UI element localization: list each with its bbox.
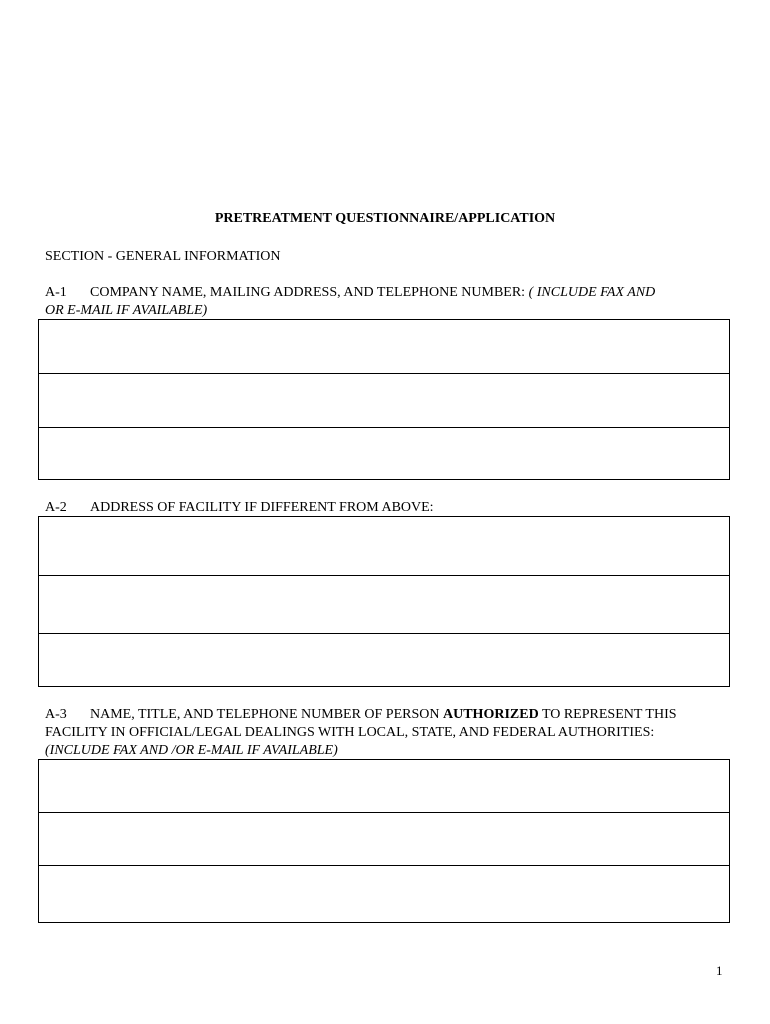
question-a1 [45, 284, 655, 302]
a2-answer-field-2[interactable] [39, 576, 729, 634]
question-a2-label: ADDRESS OF FACILITY IF DIFFERENT FROM ABOVE: [90, 500, 434, 515]
a1-answer-field-3[interactable] [39, 428, 729, 479]
question-a3-note: (INCLUDE FAX AND /OR E-MAIL IF AVAILABLE) [45, 743, 338, 758]
question-a1-note: ( INCLUDE FAX AND [528, 285, 656, 300]
question-a3-line2: FACILITY IN OFFICIAL/LEGAL DEALINGS WITH LOCAL, STATE, AND FEDERAL AUTHORITIES: [45, 725, 655, 740]
a2-answer-box [38, 516, 730, 687]
question-a1-note-cont: OR E-MAIL IF AVAILABLE) [45, 303, 208, 318]
question-a3 [45, 706, 677, 724]
a2-answer-field-1[interactable] [39, 517, 729, 576]
a3-answer-box [38, 759, 730, 923]
a2-answer-field-3[interactable] [39, 634, 729, 686]
question-a1-label: COMPANY NAME, MAILING ADDRESS, AND TELEPHONE NUMBER: [90, 285, 526, 300]
question-a3-number: A-3 [45, 707, 67, 722]
a3-answer-field-3[interactable] [39, 866, 729, 922]
question-a3-label-pre: NAME, TITLE, AND TELEPHONE NUMBER OF PERSON [90, 707, 440, 722]
section-heading: SECTION - GENERAL INFORMATION [45, 249, 281, 264]
form-title: PRETREATMENT QUESTIONNAIRE/APPLICATION [214, 211, 556, 226]
question-a2-number: A-2 [45, 500, 67, 515]
a3-answer-field-1[interactable] [39, 760, 729, 813]
page-number: 1 [716, 963, 723, 978]
question-a1-number: A-1 [45, 285, 67, 300]
a3-answer-field-2[interactable] [39, 813, 729, 866]
a1-answer-field-2[interactable] [39, 374, 729, 428]
question-a3-label-bold: AUTHORIZED [443, 707, 539, 722]
question-a2 [45, 499, 434, 517]
a1-answer-field-1[interactable] [39, 320, 729, 374]
question-a3-label-post: TO REPRESENT THIS [541, 707, 677, 722]
a1-answer-box [38, 319, 730, 480]
